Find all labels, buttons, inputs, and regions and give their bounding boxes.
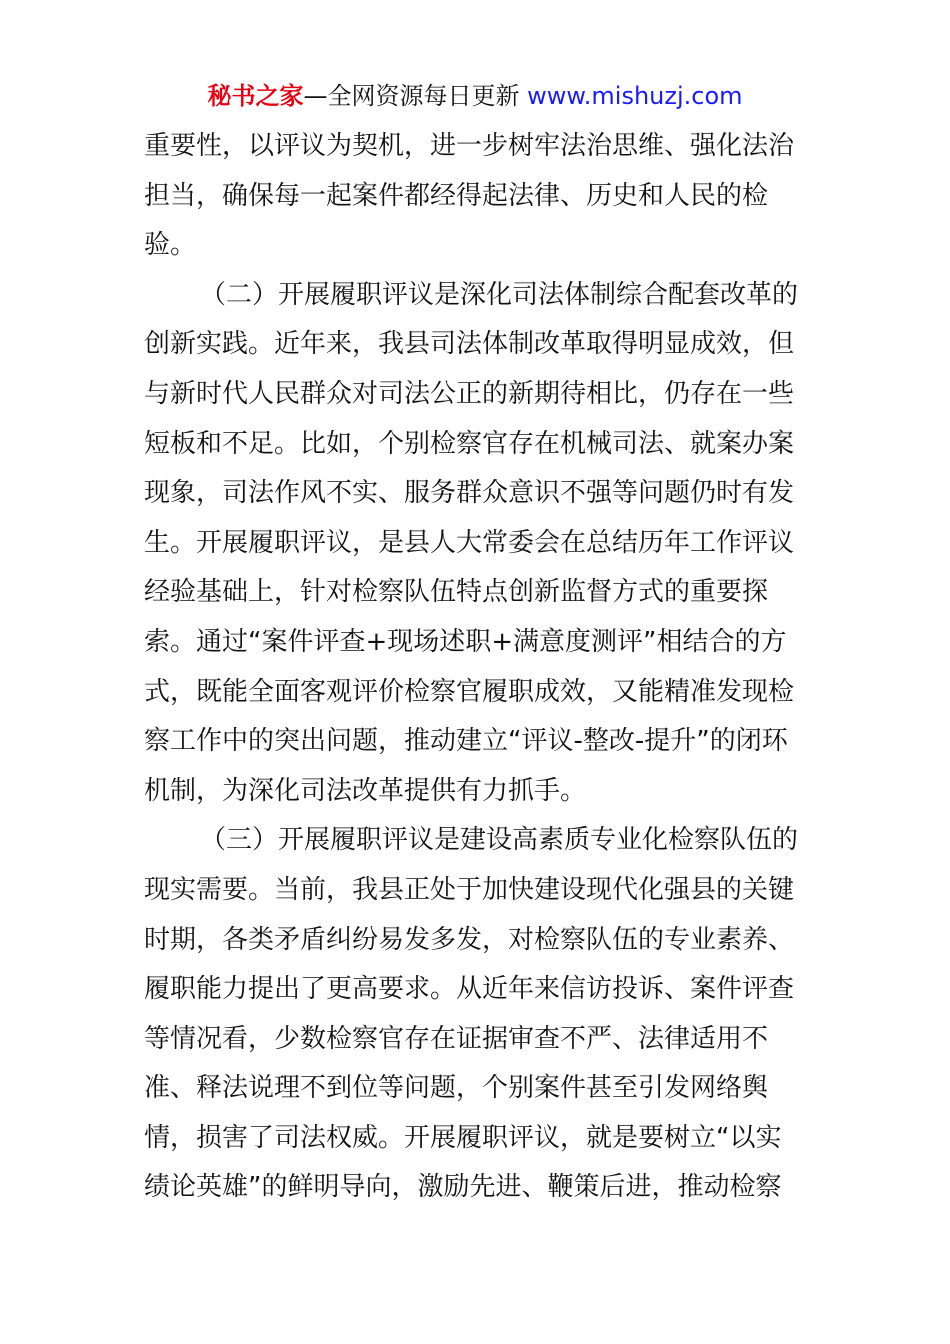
brand-name: 秘书之家 (207, 82, 304, 110)
text-line: 时期，各类矛盾纠纷易发多发，对检察队伍的专业素养、 (144, 924, 795, 955)
text-line: 索。通过“案件评查+现场述职+满意度测评”相结合的方 (144, 626, 787, 657)
site-header (0, 80, 950, 112)
text-line: 重要性，以评议为契机，进一步树牢法治思维、强化法治 (144, 131, 795, 161)
text-line: 创新实践。近年来，我县司法体制改革取得明显成效，但 (144, 329, 795, 360)
text-line: 生。开展履职评议，是县人大常委会在总结历年工作评议 (144, 527, 795, 558)
text-line: 绩论英雄”的鲜明导向，激励先进、鞭策后进，推动检察 (144, 1172, 782, 1203)
section-heading-line: （二）开展履职评议是深化司法体制综合配套改革的 (200, 279, 799, 310)
text-line: 情，损害了司法权威。开展履职评议，就是要树立“以实 (144, 1122, 782, 1153)
text-line: 短板和不足。比如，个别检察官存在机械司法、就案办案 (144, 428, 795, 459)
text-line: 验。 (144, 230, 197, 261)
text-line: 等情况看，少数检察官存在证据审查不严、法律适用不 (144, 1023, 769, 1054)
text-line: 与新时代人民群众对司法公正的新期待相比，仍存在一些 (144, 378, 795, 409)
header-tagline: —全网资源每日更新 (303, 82, 520, 110)
site-url: www.mishuzj.com (527, 82, 743, 110)
text-line: 履职能力提出了更高要求。从近年来信访投诉、案件评查 (144, 974, 795, 1005)
text-line: 准、释法说理不到位等问题，个别案件甚至引发网络舆 (144, 1073, 769, 1104)
text-line: 担当，确保每一起案件都经得起法律、历史和人民的检 (144, 180, 769, 211)
text-line: 现实需要。当前，我县正处于加快建设现代化强县的关键 (144, 874, 795, 905)
text-line: 式，既能全面客观评价检察官履职成效，又能精准发现检 (144, 676, 795, 707)
document-body (144, 122, 806, 1213)
text-line: 机制，为深化司法改革提供有力抓手。 (144, 775, 587, 806)
text-line: 经验基础上，针对检察队伍特点创新监督方式的重要探 (144, 577, 769, 608)
text-line: 现象，司法作风不实、服务群众意识不强等问题仍时有发 (144, 478, 795, 509)
text-line: 察工作中的突出问题，推动建立“评议-整改-提升”的闭环 (144, 726, 788, 757)
section-heading-line: （三）开展履职评议是建设高素质专业化检察队伍的 (200, 825, 799, 856)
